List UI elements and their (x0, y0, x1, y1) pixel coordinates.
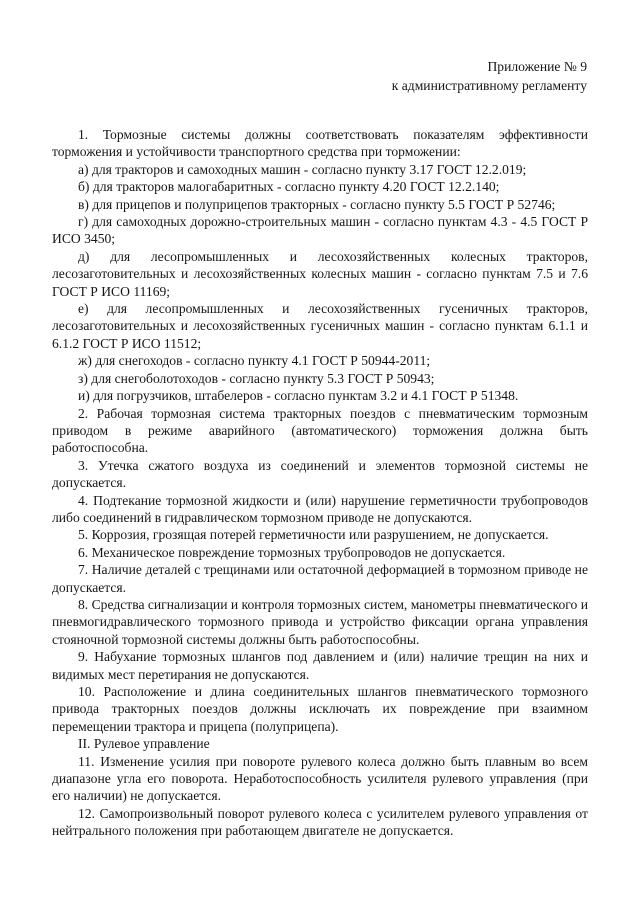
appendix-number: Приложение № 9 (487, 59, 587, 74)
paragraph-2: 2. Рабочая тормозная система тракторных поездов с пневматическим тормозным приводом в режиме аварийного (автоматического) торможения должна быть работоспособна. (52, 405, 588, 456)
document-body (52, 126, 588, 840)
paragraph-10: 10. Расположение и длина соединительных шлангов пневматического тормозного привода тракторных поездов должны исключать их повреждение при взаимном перемещении трактора и прицепа (полуприцепа). (52, 684, 588, 734)
paragraph-1zh: ж) для снегоходов - согласно пункту 4.1 ГОСТ Р 50944-2011; (78, 353, 431, 369)
paragraph-12: 12. Самопроизвольный поворот рулевого колеса с усилителем рулевого управления от нейтрального положения при работающем двигателе не допускается. (52, 805, 588, 839)
paragraph-7: 7. Наличие деталей с трещинами или остаточной деформацией в тормозном приводе не допускается. (52, 562, 588, 595)
paragraph-1e: е) для лесопромышленных и лесохозяйственных гусеничных тракторов, лесозаготовительных и лесохозяйственных гусеничных машин - согласно пунктам 6.1.1 и 6.1.2 ГОСТ Р ИСО 11512; (52, 301, 588, 351)
paragraph-1g: г) для самоходных дорожно-строительных машин - согласно пунктам 4.3 - 4.5 ГОСТ Р ИСО 3450; (52, 214, 588, 247)
paragraph-5: 5. Коррозия, грозящая потерей герметичности или разрушением, не допускается. (78, 527, 549, 543)
paragraph-1i: и) для погрузчиков, штабелеров - согласно пунктам 3.2 и 4.1 ГОСТ Р 51348. (78, 388, 519, 404)
paragraph-3: 3. Утечка сжатого воздуха из соединений и элементов тормозной системы не допускается. (52, 457, 588, 491)
appendix-header (392, 57, 587, 95)
paragraph-1z: з) для снегоболотоходов - согласно пункту 5.3 ГОСТ Р 50943; (78, 370, 435, 386)
paragraph-1: 1. Тормозные системы должны соответствовать показателям эффективности торможения и устойчивости транспортного средства при торможении: (52, 127, 588, 160)
paragraph-1v: в) для прицепов и полуприцепов тракторных - согласно пункту 5.5 ГОСТ Р 52746; (78, 196, 556, 212)
paragraph-8: 8. Средства сигнализации и контроля тормозных систем, манометры пневматического и пневмогидравлического тормозного привода и устройство фиксации органа управления стояночной тормозной системы должны быть работоспособны. (52, 596, 588, 647)
paragraph-9: 9. Набухание тормозных шлангов под давлением и (или) наличие трещин на них и видимых мест перетирания не допускаются. (52, 649, 588, 682)
paragraph-1b: б) для тракторов малогабаритных - согласно пункту 4.20 ГОСТ 12.2.140; (78, 179, 500, 195)
appendix-subtitle: к административному регламенту (391, 78, 587, 93)
paragraph-1d: д) для лесопромышленных и лесохозяйственных колесных тракторов, лесозаготовительных и лесохозяйственных колесных машин - согласно пунктам 7.5 и 7.6 ГОСТ Р ИСО 11169; (52, 248, 588, 299)
paragraph-1a: а) для тракторов и самоходных машин - согласно пункту 3.17 ГОСТ 12.2.019; (78, 161, 527, 177)
paragraph-6: 6. Механическое повреждение тормозных трубопроводов не допускается. (78, 544, 506, 560)
paragraph-11: 11. Изменение усилия при повороте рулевого колеса должно быть плавным во всем диапазоне угла его поворота. Неработоспособность усилителя рулевого управления (при его наличии) не допускается. (52, 753, 588, 804)
paragraph-4: 4. Подтекание тормозной жидкости и (или) нарушение герметичности трубопроводов либо соединений в гидравлическом тормозном приводе не допускаются. (52, 492, 588, 525)
section-heading-steering: II. Рулевое управление (78, 736, 210, 752)
